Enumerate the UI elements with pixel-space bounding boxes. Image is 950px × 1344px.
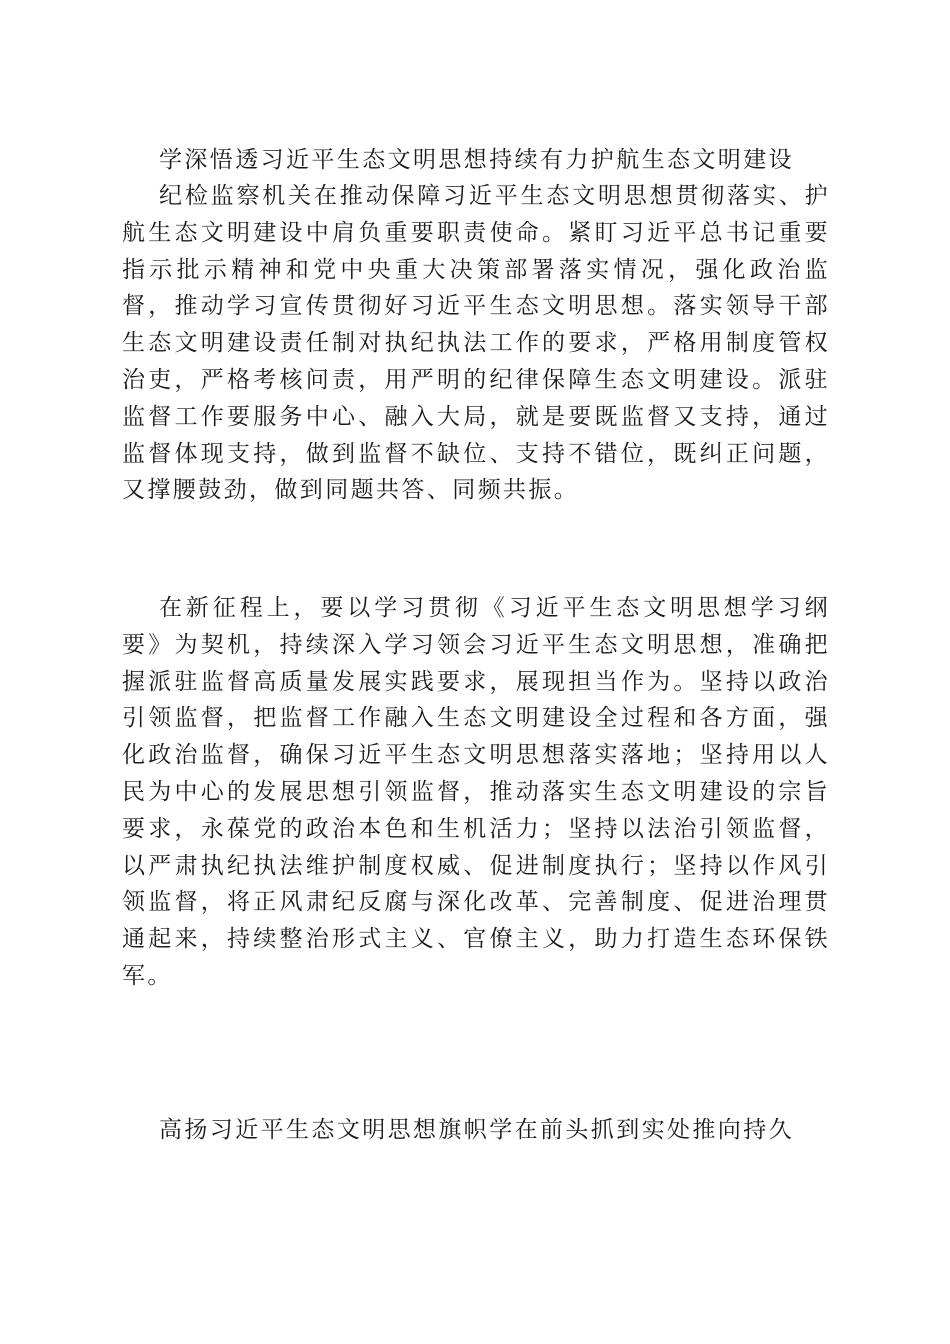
- document-title: 学深悟透习近平生态文明思想持续有力护航生态文明建设: [159, 147, 794, 173]
- paragraph-3: 高扬习近平生态文明思想旗帜学在前头抓到实处推向持久: [159, 1117, 794, 1143]
- paragraph-2: 在新征程上，要以学习贯彻《习近平生态文明思想学习纲要》为契机，持续深入学习领会习近平生态文明思想，准确把握派驻监督高质量发展实践要求，展现担当作为。坚持以政治引领监督，把监督工作融入生态文明建设全过程和各方面，强化政治监督，确保习近平生态文明思想落实落地；坚持用以人民为中心的发展思想引领监督，推动落实生态文明建设的宗旨要求，永葆党的政治本色和生机活力；坚持以法治引领监督，以严肃执纪执法维护制度权威、促进制度执行；坚持以作风引领监督，将正风肃纪反腐与深化改革、完善制度、促进治理贯通起来，持续整治形式主义、官僚主义，助力打造生态环保铁军。: [122, 595, 830, 989]
- paragraph-1: 纪检监察机关在推动保障习近平生态文明思想贯彻落实、护航生态文明建设中肩负重要职责使命。紧盯习近平总书记重要指示批示精神和党中央重大决策部署落实情况，强化政治监督，推动学习宣传贯彻好习近平生态文明思想。落实领导干部生态文明建设责任制对执纪执法工作的要求，严格用制度管权治吏，严格考核问责，用严明的纪律保障生态文明建设。派驻监督工作要服务中心、融入大局，就是要既监督又支持，通过监督体现支持，做到监督不缺位、支持不错位，既纠正问题，又撑腰鼓劲，做到同题共答、同频共振。: [122, 183, 830, 504]
